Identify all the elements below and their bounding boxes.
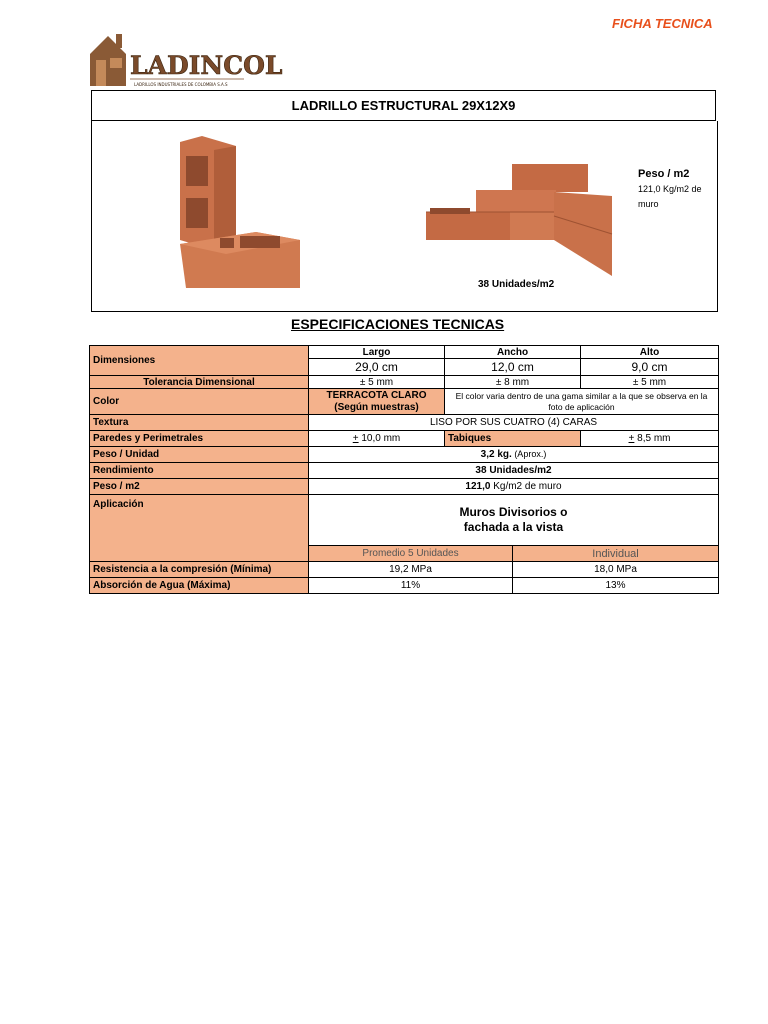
tolerancia-ancho: ± 8 mm <box>445 376 581 389</box>
promedio-header: Promedio 5 Unidades <box>309 546 513 562</box>
peso-unidad-number: 3,2 kg. <box>480 449 512 460</box>
dimensiones-label: Dimensiones <box>90 346 309 376</box>
absorcion-individual: 13% <box>513 578 719 594</box>
color-value <box>309 389 445 415</box>
paredes-plus-minus: + <box>352 433 359 444</box>
color-note: El color varia dentro de una gama similar a la que se observa en la foto de aplicación <box>445 389 719 415</box>
textura-label: Textura <box>90 415 309 431</box>
brick-photo-single <box>176 136 302 292</box>
peso-unidad-row <box>90 447 719 463</box>
aplicacion-label: Aplicación <box>90 495 309 562</box>
specs-title: ESPECIFICACIONES TECNICAS <box>291 316 505 332</box>
tolerancia-label: Tolerancia Dimensional <box>90 376 309 389</box>
paredes-value <box>309 431 445 447</box>
absorcion-promedio: 11% <box>309 578 513 594</box>
resistencia-individual: 18,0 MPa <box>513 562 719 578</box>
alto-header: Alto <box>581 346 719 359</box>
peso-m2-unit: Kg/m2 de muro <box>490 481 562 492</box>
absorcion-row <box>90 578 719 594</box>
peso-m2-label: Peso / m2 <box>638 168 690 180</box>
largo-header: Largo <box>309 346 445 359</box>
resistencia-row <box>90 562 719 578</box>
tabiques-label: Tabiques <box>445 431 581 447</box>
peso-m2-table-label: Peso / m2 <box>90 479 309 495</box>
paredes-value-text: 10,0 mm <box>358 433 401 444</box>
paredes-row <box>90 431 719 447</box>
ancho-value: 12,0 cm <box>445 359 581 376</box>
aplicacion-cell <box>309 495 719 546</box>
tolerancia-alto: ± 5 mm <box>581 376 719 389</box>
textura-row <box>90 415 719 431</box>
unidades-m2-label: 38 Unidades/m2 <box>478 279 555 290</box>
tolerancia-largo: ± 5 mm <box>309 376 445 389</box>
tabiques-plus-minus: + <box>628 433 635 444</box>
tabiques-value-text: 8,5 mm <box>634 433 671 444</box>
alto-value: 9,0 cm <box>581 359 719 376</box>
rendimiento-value: 38 Unidades/m2 <box>309 463 719 479</box>
dimension-header-row <box>90 346 719 359</box>
brick-photo-wall <box>426 156 614 278</box>
absorcion-label: Absorción de Agua (Máxima) <box>90 578 309 594</box>
paredes-label: Paredes y Perimetrales <box>90 431 309 447</box>
textura-value: LISO POR SUS CUATRO (4) CARAS <box>309 415 719 431</box>
peso-m2-row <box>90 479 719 495</box>
svg-text:LADRILLOS INDUSTRIALES DE COLO: LADRILLOS INDUSTRIALES DE COLOMBIA S.A.S <box>134 82 228 87</box>
product-title: LADRILLO ESTRUCTURAL 29X12X9 <box>91 90 716 121</box>
color-value-name: TERRACOTA CLARO <box>326 389 427 401</box>
rendimiento-label: Rendimiento <box>90 463 309 479</box>
peso-m2-number: 121,0 <box>465 481 491 492</box>
specs-table <box>89 345 719 594</box>
aplicacion-row <box>90 495 719 546</box>
svg-text:LADINCOL: LADINCOL <box>130 51 283 80</box>
color-label: Color <box>90 389 309 415</box>
resistencia-label: Resistencia a la compresión (Mínima) <box>90 562 309 578</box>
individual-header: Individual <box>513 546 719 562</box>
resistencia-promedio: 19,2 MPa <box>309 562 513 578</box>
ladincol-logo <box>88 32 283 90</box>
peso-unidad-note: (Aprox.) <box>511 449 547 459</box>
tabiques-value <box>581 431 719 447</box>
tolerancia-row <box>90 376 719 389</box>
ficha-tecnica-label: FICHA TECNICA <box>612 16 713 31</box>
rendimiento-row <box>90 463 719 479</box>
ancho-header: Ancho <box>445 346 581 359</box>
color-value-note: (Según muestras) <box>334 401 419 413</box>
color-row <box>90 389 719 415</box>
peso-m2-table-value <box>309 479 719 495</box>
largo-value: 29,0 cm <box>309 359 445 376</box>
aplicacion-value: Muros Divisorios o fachada a la vista <box>459 505 568 534</box>
peso-unidad-value <box>309 447 719 463</box>
peso-m2-value: 121,0 Kg/m2 de muro <box>638 184 702 209</box>
peso-unidad-label: Peso / Unidad <box>90 447 309 463</box>
